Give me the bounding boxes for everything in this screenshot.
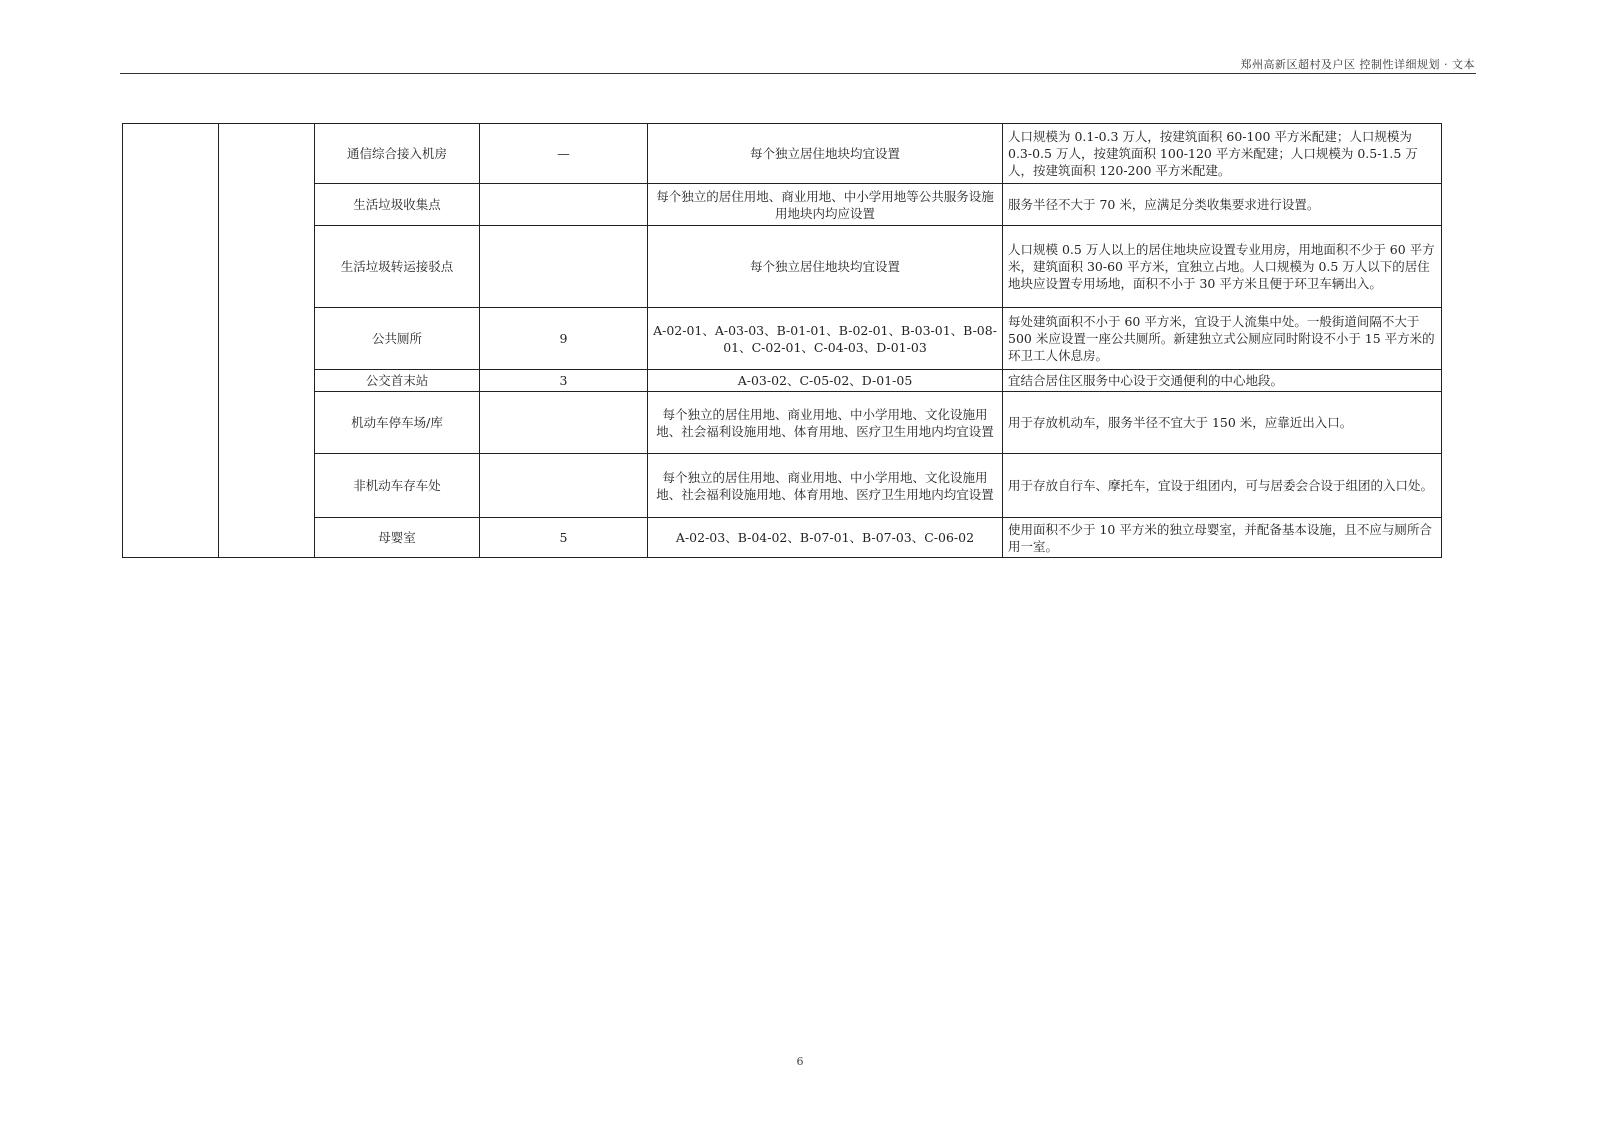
header-divider [120,73,1476,74]
subcategory-cell [219,124,315,558]
facility-name-cell: 母婴室 [315,518,480,558]
table-row [123,308,1442,370]
facility-count-cell [480,454,648,518]
facility-location-cell: A-02-03、B-04-02、B-07-01、B-07-03、C-06-02 [648,518,1003,558]
facility-location-cell: A-02-01、A-03-03、B-01-01、B-02-01、B-03-01、B-08-01、C-02-01、C-04-03、D-01-03 [648,308,1003,370]
facility-requirement-cell: 宜结合居住区服务中心设于交通便利的中心地段。 [1003,370,1442,392]
facility-location-cell: 每个独立的居住用地、商业用地、中小学用地、文化设施用地、社会福利设施用地、体育用地、医疗卫生用地内均宜设置 [648,392,1003,454]
category-cell [123,124,219,558]
table-row [123,518,1442,558]
facility-requirement-cell: 用于存放自行车、摩托车，宜设于组团内，可与居委会合设于组团的入口处。 [1003,454,1442,518]
facility-location-cell: 每个独立居住地块均宜设置 [648,124,1003,184]
table-row [123,226,1442,308]
table-row [123,370,1442,392]
table-row [123,124,1442,184]
facility-requirement-cell: 人口规模为 0.1-0.3 万人，按建筑面积 60-100 平方米配建；人口规模为 0.3-0.5 万人，按建筑面积 100-120 平方米配建；人口规模为 0.5-1.5 万人，按建筑面积 120-200 平方米配建。 [1003,124,1442,184]
facility-count-cell: 5 [480,518,648,558]
facility-requirement-cell: 人口规模 0.5 万人以上的居住地块应设置专业用房，用地面积不少于 60 平方米，建筑面积 30-60 平方米，宜独立占地。人口规模为 0.5 万人以下的居住地块应设置专用场地，面积不小于 30 平方米且便于环卫车辆出入。 [1003,226,1442,308]
facility-name-cell: 生活垃圾收集点 [315,184,480,226]
facility-location-cell: 每个独立的居住用地、商业用地、中小学用地、文化设施用地、社会福利设施用地、体育用地、医疗卫生用地内均宜设置 [648,454,1003,518]
facility-count-cell [480,184,648,226]
facility-count-cell [480,392,648,454]
facility-count-cell [480,226,648,308]
facility-count-cell: 3 [480,370,648,392]
table-row [123,454,1442,518]
facility-name-cell: 生活垃圾转运接驳点 [315,226,480,308]
facility-name-cell: 公共厕所 [315,308,480,370]
facility-name-cell: 非机动车存车处 [315,454,480,518]
facility-location-cell: A-03-02、C-05-02、D-01-05 [648,370,1003,392]
facility-name-cell: 公交首末站 [315,370,480,392]
facility-count-cell: 9 [480,308,648,370]
table-row [123,392,1442,454]
table-row [123,184,1442,226]
facilities-table [122,123,1442,558]
facility-requirement-cell: 使用面积不少于 10 平方米的独立母婴室，并配备基本设施，且不应与厕所合用一室。 [1003,518,1442,558]
page-number: 6 [796,1055,804,1068]
facility-location-cell: 每个独立的居住用地、商业用地、中小学用地等公共服务设施用地块内均应设置 [648,184,1003,226]
facility-requirement-cell: 每处建筑面积不小于 60 平方米，宜设于人流集中处。一般街道间隔不大于 500 米应设置一座公共厕所。新建独立式公厕应同时附设不小于 15 平方米的环卫工人休息房。 [1003,308,1442,370]
facility-name-cell: 机动车停车场/库 [315,392,480,454]
document-header-title: 郑州高新区超村及户区 控制性详细规划 · 文本 [1240,58,1475,71]
facility-location-cell: 每个独立居住地块均宜设置 [648,226,1003,308]
facility-count-cell: — [480,124,648,184]
facility-name-cell: 通信综合接入机房 [315,124,480,184]
facility-requirement-cell: 服务半径不大于 70 米，应满足分类收集要求进行设置。 [1003,184,1442,226]
facility-requirement-cell: 用于存放机动车，服务半径不宜大于 150 米，应靠近出入口。 [1003,392,1442,454]
